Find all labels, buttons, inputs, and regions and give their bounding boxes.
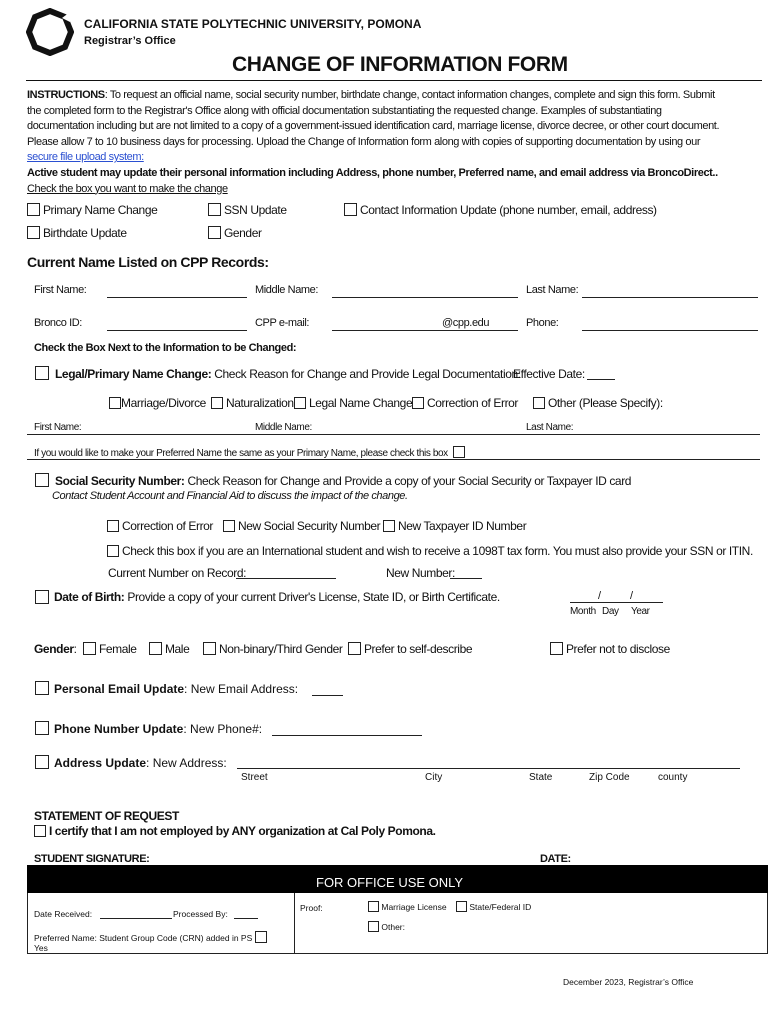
ssn-opt-new-ssn[interactable]: New Social Security Number [223,519,380,533]
legal-name-checkbox[interactable] [35,366,49,385]
option-birthdate[interactable]: Birthdate Update [27,226,127,240]
ssn-checkbox[interactable] [35,473,49,492]
office-name: Registrar’s Office [84,35,176,47]
checkbox[interactable] [35,681,49,695]
cpp-email-field[interactable] [332,330,518,331]
gender-self-describe[interactable]: Prefer to self-describe [348,642,472,656]
opt-naturalization[interactable]: Naturalization [211,396,294,410]
option-contact[interactable]: Contact Information Update (phone number, email, address) [344,203,657,217]
bronco-id-field[interactable] [107,330,247,331]
footer-note: December 2023, Registrar’s Office [563,977,694,987]
gender-not-disclose[interactable]: Prefer not to disclose [550,642,670,656]
legal-last-name-label: Last Name: [526,422,574,433]
current-number-label: Current Number on Record: [108,566,247,580]
office-use-title: FOR OFFICE USE ONLY [316,875,464,890]
new-address-field[interactable] [237,768,740,769]
current-name-heading: Current Name Listed on CPP Records: [27,254,269,270]
checkbox[interactable] [35,473,49,487]
dob-section: Date of Birth: Provide a copy of your current Driver's License, State ID, or Birth Certificate. [54,590,500,604]
gender-label: Gender: [34,642,77,656]
phone-field[interactable] [582,330,758,331]
dob-slash-1: / [598,590,601,602]
street-label: Street [241,772,268,783]
bronco-id-label: Bronco ID: [34,317,82,329]
cpp-email-label: CPP e-mail: [255,317,310,329]
instructions-label: INSTRUCTIONS [27,89,105,101]
dob-field[interactable] [570,602,663,603]
phone-label: Phone: [526,317,559,329]
crn-yes-label: Yes [34,943,48,953]
instructions-line-4: Please allow 7 to 10 business days for processing. Upload the Change of Information form along with copies of supporting documentation by using our [27,135,701,148]
new-number-label: New Number: [386,566,455,580]
office-use-divider [294,893,295,954]
legal-first-name-label: First Name: [34,422,82,433]
last-name-field[interactable] [582,297,758,298]
current-number-field[interactable] [236,578,336,579]
gender-female[interactable]: Female [83,642,137,656]
preferred-name-note: If you would like to make your Preferred Name the same as your Primary Name, please check this box [34,446,465,459]
gender-male[interactable]: Male [149,642,189,656]
opt-marriage[interactable]: Marriage/Divorce [109,396,206,410]
date-received-field[interactable] [100,918,172,919]
email-update-section: Personal Email Update: New Email Address: [54,682,299,696]
checkbox[interactable] [208,203,221,216]
checkbox[interactable] [35,755,49,769]
checkbox[interactable] [27,203,40,216]
ssn-opt-correction[interactable]: Correction of Error [107,519,213,533]
certify-option[interactable]: I certify that I am not employed by ANY organization at Cal Poly Pomona. [34,824,436,838]
phone-update-checkbox[interactable] [35,721,49,740]
new-email-field[interactable] [312,695,343,696]
signature-label: STUDENT SIGNATURE: [34,853,150,865]
opt-correction[interactable]: Correction of Error [412,396,518,410]
county-label: county [658,772,688,783]
statement-heading: STATEMENT OF REQUEST [34,809,179,823]
email-update-checkbox[interactable] [35,681,49,700]
middle-name-label: Middle Name: [255,284,319,296]
first-name-field[interactable] [107,297,247,298]
dob-year-label: Year [631,606,650,617]
address-update-checkbox[interactable] [35,755,49,774]
proof-marriage-license[interactable]: Marriage License [368,901,447,912]
proof-state-federal[interactable]: State/Federal ID [456,901,531,912]
proof-other[interactable]: Other: [368,921,405,932]
ssn-contact-note: Contact Student Account and Financial Aid to discuss the impact of the change. [52,490,408,502]
preferred-name-crn: Preferred Name: Student Group Code (CRN) added in PS [34,931,267,943]
checkbox[interactable] [344,203,357,216]
state-label: State [529,772,553,783]
address-update-section: Address Update: New Address: [54,756,227,770]
checkbox[interactable] [35,590,49,604]
cpp-email-suffix: @cpp.edu [442,317,490,329]
phone-update-section: Phone Number Update: New Phone#: [54,722,263,736]
title-divider [26,80,762,81]
preferred-divider [27,459,760,460]
university-logo [26,8,74,56]
dob-slash-2: / [630,590,633,602]
checkbox[interactable] [35,366,49,380]
check-next-heading: Check the Box Next to the Information to be Changed: [34,342,297,354]
opt-legal-name[interactable]: Legal Name Change [294,396,412,410]
processed-by-field[interactable] [234,918,258,919]
opt-other[interactable]: Other (Please Specify): [533,396,663,410]
option-ssn[interactable]: SSN Update [208,203,287,217]
page-title: CHANGE OF INFORMATION FORM [232,53,568,76]
effective-date-field[interactable] [587,379,615,380]
effective-date-label: Effective Date: [513,367,585,381]
zip-label: Zip Code [589,772,630,783]
legal-name-line[interactable] [27,434,760,435]
first-name-label: First Name: [34,284,87,296]
option-primary-name[interactable]: Primary Name Change [27,203,157,217]
gender-nonbinary[interactable]: Non-binary/Third Gender [203,642,342,656]
ssn-opt-new-tin[interactable]: New Taxpayer ID Number [383,519,526,533]
legal-name-section: Legal/Primary Name Change: Check Reason for Change and Provide Legal Documentation: [55,367,521,381]
instructions-block [27,88,767,197]
preferred-name-checkbox[interactable] [453,446,465,458]
ssn-section: Social Security Number: Check Reason for Change and Provide a copy of your Social Security or Taxpayer ID card [55,474,632,488]
dob-checkbox[interactable] [35,590,49,609]
active-student-note: Active student may update their personal information including Address, phone number, Preferred name, and email address via BroncoDirect.. [27,166,718,179]
proof-label: Proof: [300,903,323,913]
instructions-line-2: the completed form to the Registrar's Office along with official documentation substantiating the requested change. Examples of substantiating [27,104,662,117]
middle-name-field[interactable] [332,297,518,298]
dob-month-label: Month [570,606,596,617]
dob-day-label: Day [602,606,619,617]
checkbox[interactable] [35,721,49,735]
last-name-label: Last Name: [526,284,579,296]
crn-checkbox[interactable] [255,931,267,943]
date-received-label: Date Received: [34,909,93,919]
date-label: DATE: [540,853,571,865]
instructions-line-1: : To request an official name, social security number, birthdate change, contact information changes, complete and sign this form. Submit [104,89,715,101]
option-gender[interactable]: Gender [208,226,262,240]
university-name: CALIFORNIA STATE POLYTECHNIC UNIVERSITY, POMONA [84,17,422,31]
instructions-line-3: documentation including but are not limited to a copy of a government-issued identification card, marriage license, divorce decree, or other court document. [27,120,720,133]
processed-by-label: Processed By: [173,909,228,919]
new-number-field[interactable] [450,578,482,579]
city-label: City [425,772,443,783]
new-phone-field[interactable] [272,735,422,736]
checkbox[interactable] [208,226,221,239]
check-prompt: Check the box you want to make the change [27,182,228,195]
checkbox[interactable] [27,226,40,239]
legal-middle-name-label: Middle Name: [255,422,312,433]
secure-upload-link[interactable]: secure file upload system: [27,151,144,164]
intl-student-option[interactable]: Check this box if you are an International student and wish to receive a 1098T tax form. You must also provide your SSN or ITIN. [107,544,753,558]
